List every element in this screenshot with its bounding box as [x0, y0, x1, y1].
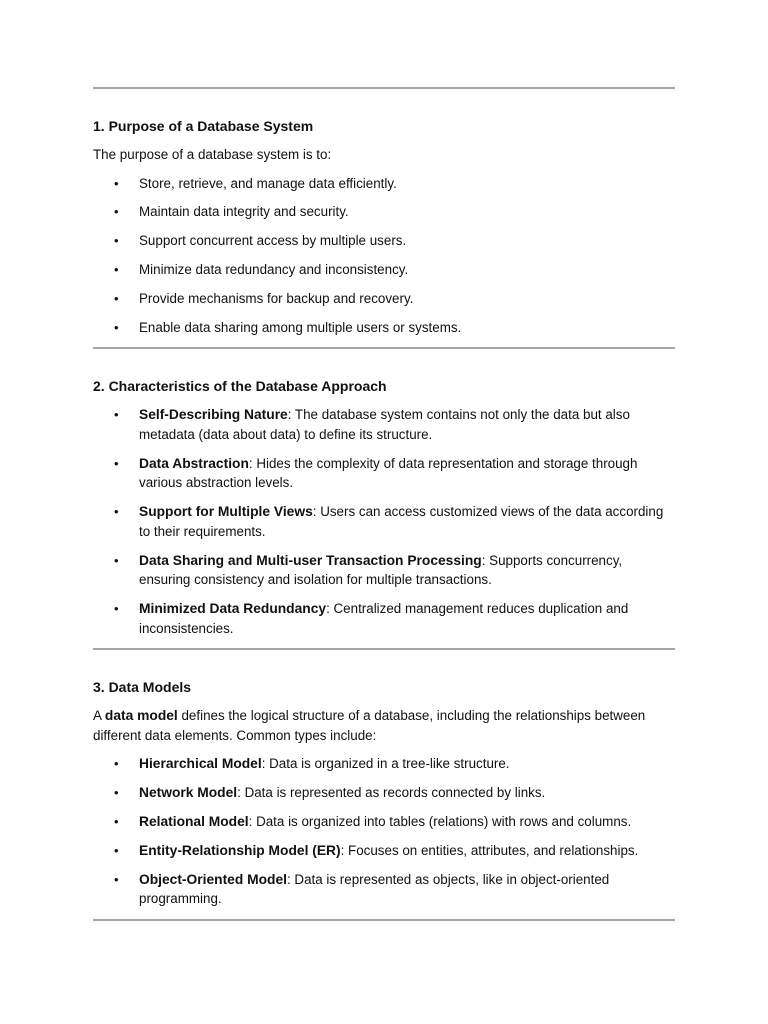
list-item — [93, 783, 675, 803]
item-text: : The database system contains not only the data but also metadata (data about data) to define its structure. — [139, 407, 630, 442]
bullet-icon: • — [114, 175, 119, 191]
document-page — [93, 87, 675, 921]
list-item — [93, 754, 675, 774]
list-item — [93, 812, 675, 832]
purpose-intro: The purpose of a database system is to: — [93, 147, 332, 162]
list-item: • Minimize data redundancy and inconsistency. — [93, 260, 675, 280]
list-item: • Maintain data integrity and security. — [93, 202, 675, 222]
item-text: : Focuses on entities, attributes, and relationships. — [340, 842, 639, 858]
list-item — [93, 841, 675, 861]
bullet-icon: • — [114, 842, 119, 858]
bullet-icon: • — [114, 291, 119, 307]
item-term: Support for Multiple Views — [139, 504, 313, 520]
item-term: Entity-Relationship Model (ER) — [139, 842, 341, 858]
list-item — [93, 454, 675, 493]
bullet-icon: • — [114, 204, 119, 220]
list-item — [93, 502, 675, 541]
bullet-icon: • — [114, 813, 119, 829]
section-title-data-models: 3. Data Models — [93, 679, 192, 696]
section-data-models — [93, 650, 675, 919]
bullet-icon: • — [114, 262, 119, 278]
intro-term: data model — [104, 708, 178, 724]
list-item — [93, 599, 675, 638]
section-divider-bottom — [93, 919, 675, 921]
list-item — [93, 870, 675, 909]
item-text: : Supports concurrency, ensuring consistency and isolation for multiple transactions. — [139, 552, 623, 588]
bullet-icon: • — [114, 601, 119, 617]
item-term: Object-Oriented Model — [139, 871, 287, 887]
list-item — [93, 405, 675, 444]
item-text: : Centralized management reduces duplication and inconsistencies. — [139, 601, 629, 636]
data-models-list — [93, 754, 675, 909]
item-term: Network Model — [139, 784, 238, 800]
item-text: : Data is represented as records connected by links. — [237, 784, 546, 800]
bullet-icon: • — [114, 784, 119, 800]
item-term: Data Abstraction — [139, 455, 249, 471]
bullet-icon: • — [114, 407, 119, 423]
bullet-icon: • — [114, 504, 119, 520]
item-term: Hierarchical Model — [139, 756, 262, 772]
item-term: Relational Model — [139, 813, 249, 829]
characteristics-list — [93, 405, 675, 638]
bullet-icon: • — [114, 455, 119, 471]
section-title-purpose: 1. Purpose of a Database System — [93, 118, 314, 134]
item-text: : Data is represented as objects, like in object-oriented programming. — [139, 871, 610, 907]
item-term: Data Sharing and Multi-user Transaction Processing — [139, 552, 482, 568]
bullet-icon: • — [114, 552, 119, 568]
item-text: : Hides the complexity of data representation and storage through various abstraction levels. — [139, 455, 638, 491]
item-text: : Data is organized into tables (relations) with rows and columns. — [248, 813, 632, 829]
section-purpose — [93, 89, 675, 347]
item-term: Minimized Data Redundancy — [139, 601, 327, 617]
section-characteristics — [93, 349, 675, 648]
bullet-icon: • — [114, 233, 119, 249]
bullet-icon: • — [114, 756, 119, 772]
item-text: : Data is organized in a tree-like structure. — [261, 756, 510, 772]
list-item: • Enable data sharing among multiple users or systems. — [93, 318, 675, 338]
purpose-list — [93, 174, 675, 338]
item-term: Self-Describing Nature — [139, 407, 288, 423]
item-text: : Users can access customized views of the data according to their requirements. — [139, 504, 664, 539]
list-item — [93, 551, 675, 590]
list-item: • Support concurrent access by multiple users. — [93, 231, 675, 251]
bullet-icon: • — [114, 871, 119, 887]
list-item: • Provide mechanisms for backup and recovery. — [93, 289, 675, 309]
section-title-characteristics: 2. Characteristics of the Database Approach — [93, 378, 387, 395]
data-models-intro: A data model defines the logical structure of a database, including the relationships between different data elements. Common types include: — [93, 708, 646, 743]
list-item: • Store, retrieve, and manage data efficiently. — [93, 174, 675, 194]
bullet-icon: • — [114, 319, 119, 335]
